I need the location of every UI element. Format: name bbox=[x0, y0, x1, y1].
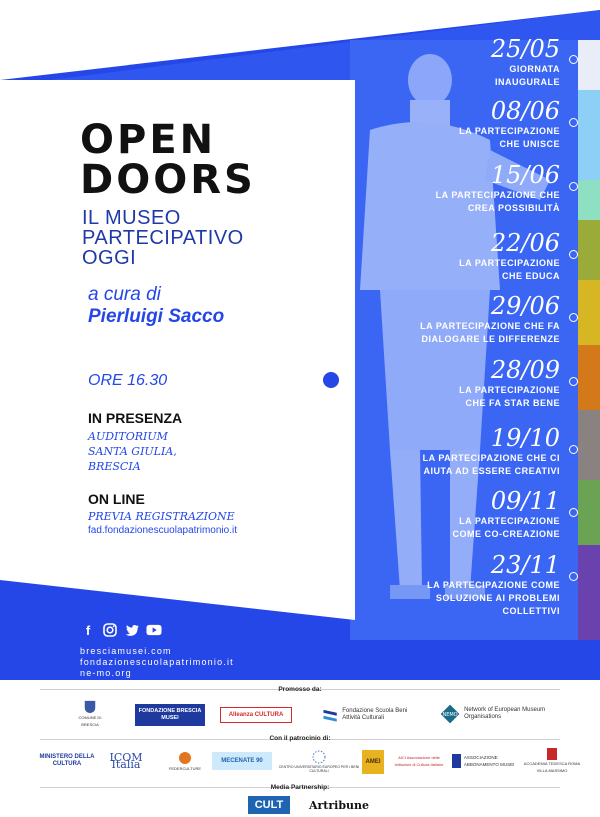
online-url[interactable]: fad.fondazionescuolapatrimonio.it bbox=[88, 525, 237, 536]
event-text: LA PARTECIPAZIONE bbox=[459, 126, 560, 136]
in-presence-label: IN PRESENZA bbox=[88, 410, 183, 426]
logo-text: MINISTERO DELLA CULTURA bbox=[39, 754, 95, 767]
event-6 bbox=[459, 357, 560, 409]
online-label: ON LINE bbox=[88, 491, 145, 507]
subtitle-line-1: IL MUSEO bbox=[82, 207, 181, 229]
event-date: 22/06 bbox=[490, 229, 560, 257]
event-ring bbox=[569, 118, 578, 127]
event-text: COME CO-CREAZIONE bbox=[452, 529, 560, 539]
curator-name-text: Pierluigi Sacco bbox=[88, 306, 225, 327]
logo-fondazione-brescia-musei bbox=[135, 704, 205, 726]
event-2 bbox=[459, 98, 560, 150]
venue-line-3: BRESCIA bbox=[88, 460, 141, 473]
svg-text:NEMO: NEMO bbox=[442, 712, 458, 719]
dot-marker bbox=[323, 372, 339, 388]
logo-cult bbox=[248, 796, 290, 814]
event-text: LA PARTECIPAZIONE bbox=[459, 385, 560, 395]
logo-text: CULT bbox=[254, 798, 284, 811]
logo-abbonamento-musei bbox=[452, 750, 518, 772]
event-text: INAUGURALE bbox=[495, 77, 560, 87]
logo-text: ASSOCIAZIONE ABBONAMENTO MUSEI bbox=[463, 755, 515, 767]
logo-text: AMEI bbox=[365, 758, 381, 765]
logo-text: FONDAZIONE BRESCIA MUSEI bbox=[138, 708, 202, 721]
venue-line-1: AUDITORIUM bbox=[88, 430, 168, 443]
website-link[interactable]: bresciamusei.com bbox=[80, 646, 172, 656]
event-ring bbox=[569, 182, 578, 191]
event-ring bbox=[569, 445, 578, 454]
sponsor-footer bbox=[0, 680, 600, 817]
logo-ministero-cultura bbox=[38, 748, 96, 774]
website-link[interactable]: ne-mo.org bbox=[80, 668, 132, 678]
social-icons bbox=[80, 622, 162, 638]
event-text: LA PARTECIPAZIONE CHE CI bbox=[422, 453, 560, 463]
logo-alleanza-cultura bbox=[220, 707, 292, 723]
event-text: AIUTA AD ESSERE CREATIVI bbox=[423, 466, 560, 476]
color-strip bbox=[578, 0, 600, 640]
event-text: CHE EDUCA bbox=[501, 271, 560, 281]
website-list bbox=[80, 646, 234, 679]
curator-prefix: a cura di bbox=[88, 284, 161, 305]
logo-text: Fondazione Scuola Beni Attività Culturali bbox=[342, 708, 408, 721]
website-link[interactable]: fondazionescuolapatrimonio.it bbox=[80, 657, 234, 667]
logo-text: AICI Associazione delle Istituzioni di Cultura Italiane bbox=[394, 755, 444, 767]
event-3 bbox=[436, 162, 560, 214]
event-text: LA PARTECIPAZIONE CHE bbox=[435, 190, 560, 200]
promoted-title: Promosso da: bbox=[278, 686, 322, 693]
event-9 bbox=[427, 552, 560, 617]
event-5 bbox=[420, 293, 560, 345]
logo-text: Artribune bbox=[308, 798, 370, 812]
event-date: 09/11 bbox=[490, 487, 560, 515]
event-4 bbox=[459, 230, 560, 282]
logo-text: ACCADEMIA TEDESCA ROMA VILLA MASSIMO bbox=[523, 761, 581, 773]
event-text: CHE FA STAR BENE bbox=[465, 398, 560, 408]
venue-line-2: SANTA GIULIA, bbox=[88, 445, 177, 458]
event-text: COLLETTIVI bbox=[502, 606, 560, 616]
logo-doors: DOORS bbox=[80, 157, 256, 203]
twitter-icon[interactable] bbox=[124, 622, 140, 638]
logo-open: OPEN bbox=[80, 117, 217, 163]
event-ring bbox=[569, 250, 578, 259]
subtitle-line-3: OGGI bbox=[82, 247, 137, 269]
logo-text: CENTRO UNIVERSITARIO EUROPEO PER I BENI CULTURALI bbox=[278, 765, 360, 773]
event-7 bbox=[423, 425, 560, 477]
logo-aici bbox=[390, 746, 448, 776]
event-ring bbox=[569, 508, 578, 517]
event-date: 23/11 bbox=[490, 551, 560, 579]
event-8 bbox=[453, 488, 561, 540]
instagram-icon[interactable] bbox=[102, 622, 118, 638]
online-note: PREVIA REGISTRAZIONE bbox=[88, 510, 235, 523]
logo-artribune bbox=[304, 796, 374, 814]
logo-text: Alleanza CULTURA bbox=[228, 711, 284, 718]
event-date: 25/05 bbox=[490, 35, 560, 63]
event-text: DIALOGARE LE DIFFERENZE bbox=[421, 334, 560, 344]
logo-accademia-tedesca bbox=[522, 746, 582, 776]
event-ring bbox=[569, 572, 578, 581]
event-text: LA PARTECIPAZIONE COME bbox=[427, 580, 560, 590]
logo-mecenate90 bbox=[212, 752, 272, 770]
event-text: GIORNATA bbox=[509, 64, 560, 74]
youtube-icon[interactable] bbox=[146, 622, 162, 638]
event-date: 08/06 bbox=[490, 97, 560, 125]
event-text: CREA POSSIBILITÀ bbox=[467, 203, 560, 213]
patronage-title: Con il patrocinio di: bbox=[269, 735, 331, 742]
event-ring bbox=[569, 55, 578, 64]
event-time: ORE 16.30 bbox=[88, 372, 168, 389]
event-1 bbox=[491, 36, 560, 88]
media-title: Media Partnership: bbox=[270, 784, 330, 791]
curator-name bbox=[88, 306, 224, 328]
event-date: 15/06 bbox=[490, 161, 560, 189]
logo-text: Network of European Museum Organisations bbox=[464, 707, 546, 720]
event-date: 19/10 bbox=[490, 424, 560, 452]
facebook-icon[interactable]: f bbox=[85, 622, 91, 638]
logo-amei bbox=[362, 750, 384, 774]
subtitle-line-2: PARTECIPATIVO bbox=[82, 227, 244, 249]
event-ring bbox=[569, 313, 578, 322]
logo-text: FEDERCULTURE bbox=[168, 765, 202, 771]
event-text: LA PARTECIPAZIONE bbox=[459, 516, 560, 526]
event-text: SOLUZIONE AI PROBLEMI bbox=[435, 593, 560, 603]
logo-fondazione-scuola bbox=[322, 702, 422, 728]
logo-text: COMUNE DI BRESCIA bbox=[78, 715, 102, 727]
event-date: 29/06 bbox=[490, 292, 560, 320]
logo-text: ICOM Italia bbox=[109, 751, 143, 771]
logo-icom bbox=[98, 748, 154, 774]
logo-text: MECENATE 90 bbox=[221, 757, 263, 764]
event-ring bbox=[569, 377, 578, 386]
logo-nemo bbox=[440, 700, 550, 728]
logo-centro-universitario bbox=[278, 744, 360, 778]
event-text: CHE UNISCE bbox=[499, 139, 560, 149]
logo-comune-brescia bbox=[70, 700, 110, 728]
event-text: LA PARTECIPAZIONE CHE FA bbox=[420, 321, 560, 331]
logo-federculture bbox=[165, 746, 205, 776]
event-date: 28/09 bbox=[490, 356, 560, 384]
event-text: LA PARTECIPAZIONE bbox=[459, 258, 560, 268]
